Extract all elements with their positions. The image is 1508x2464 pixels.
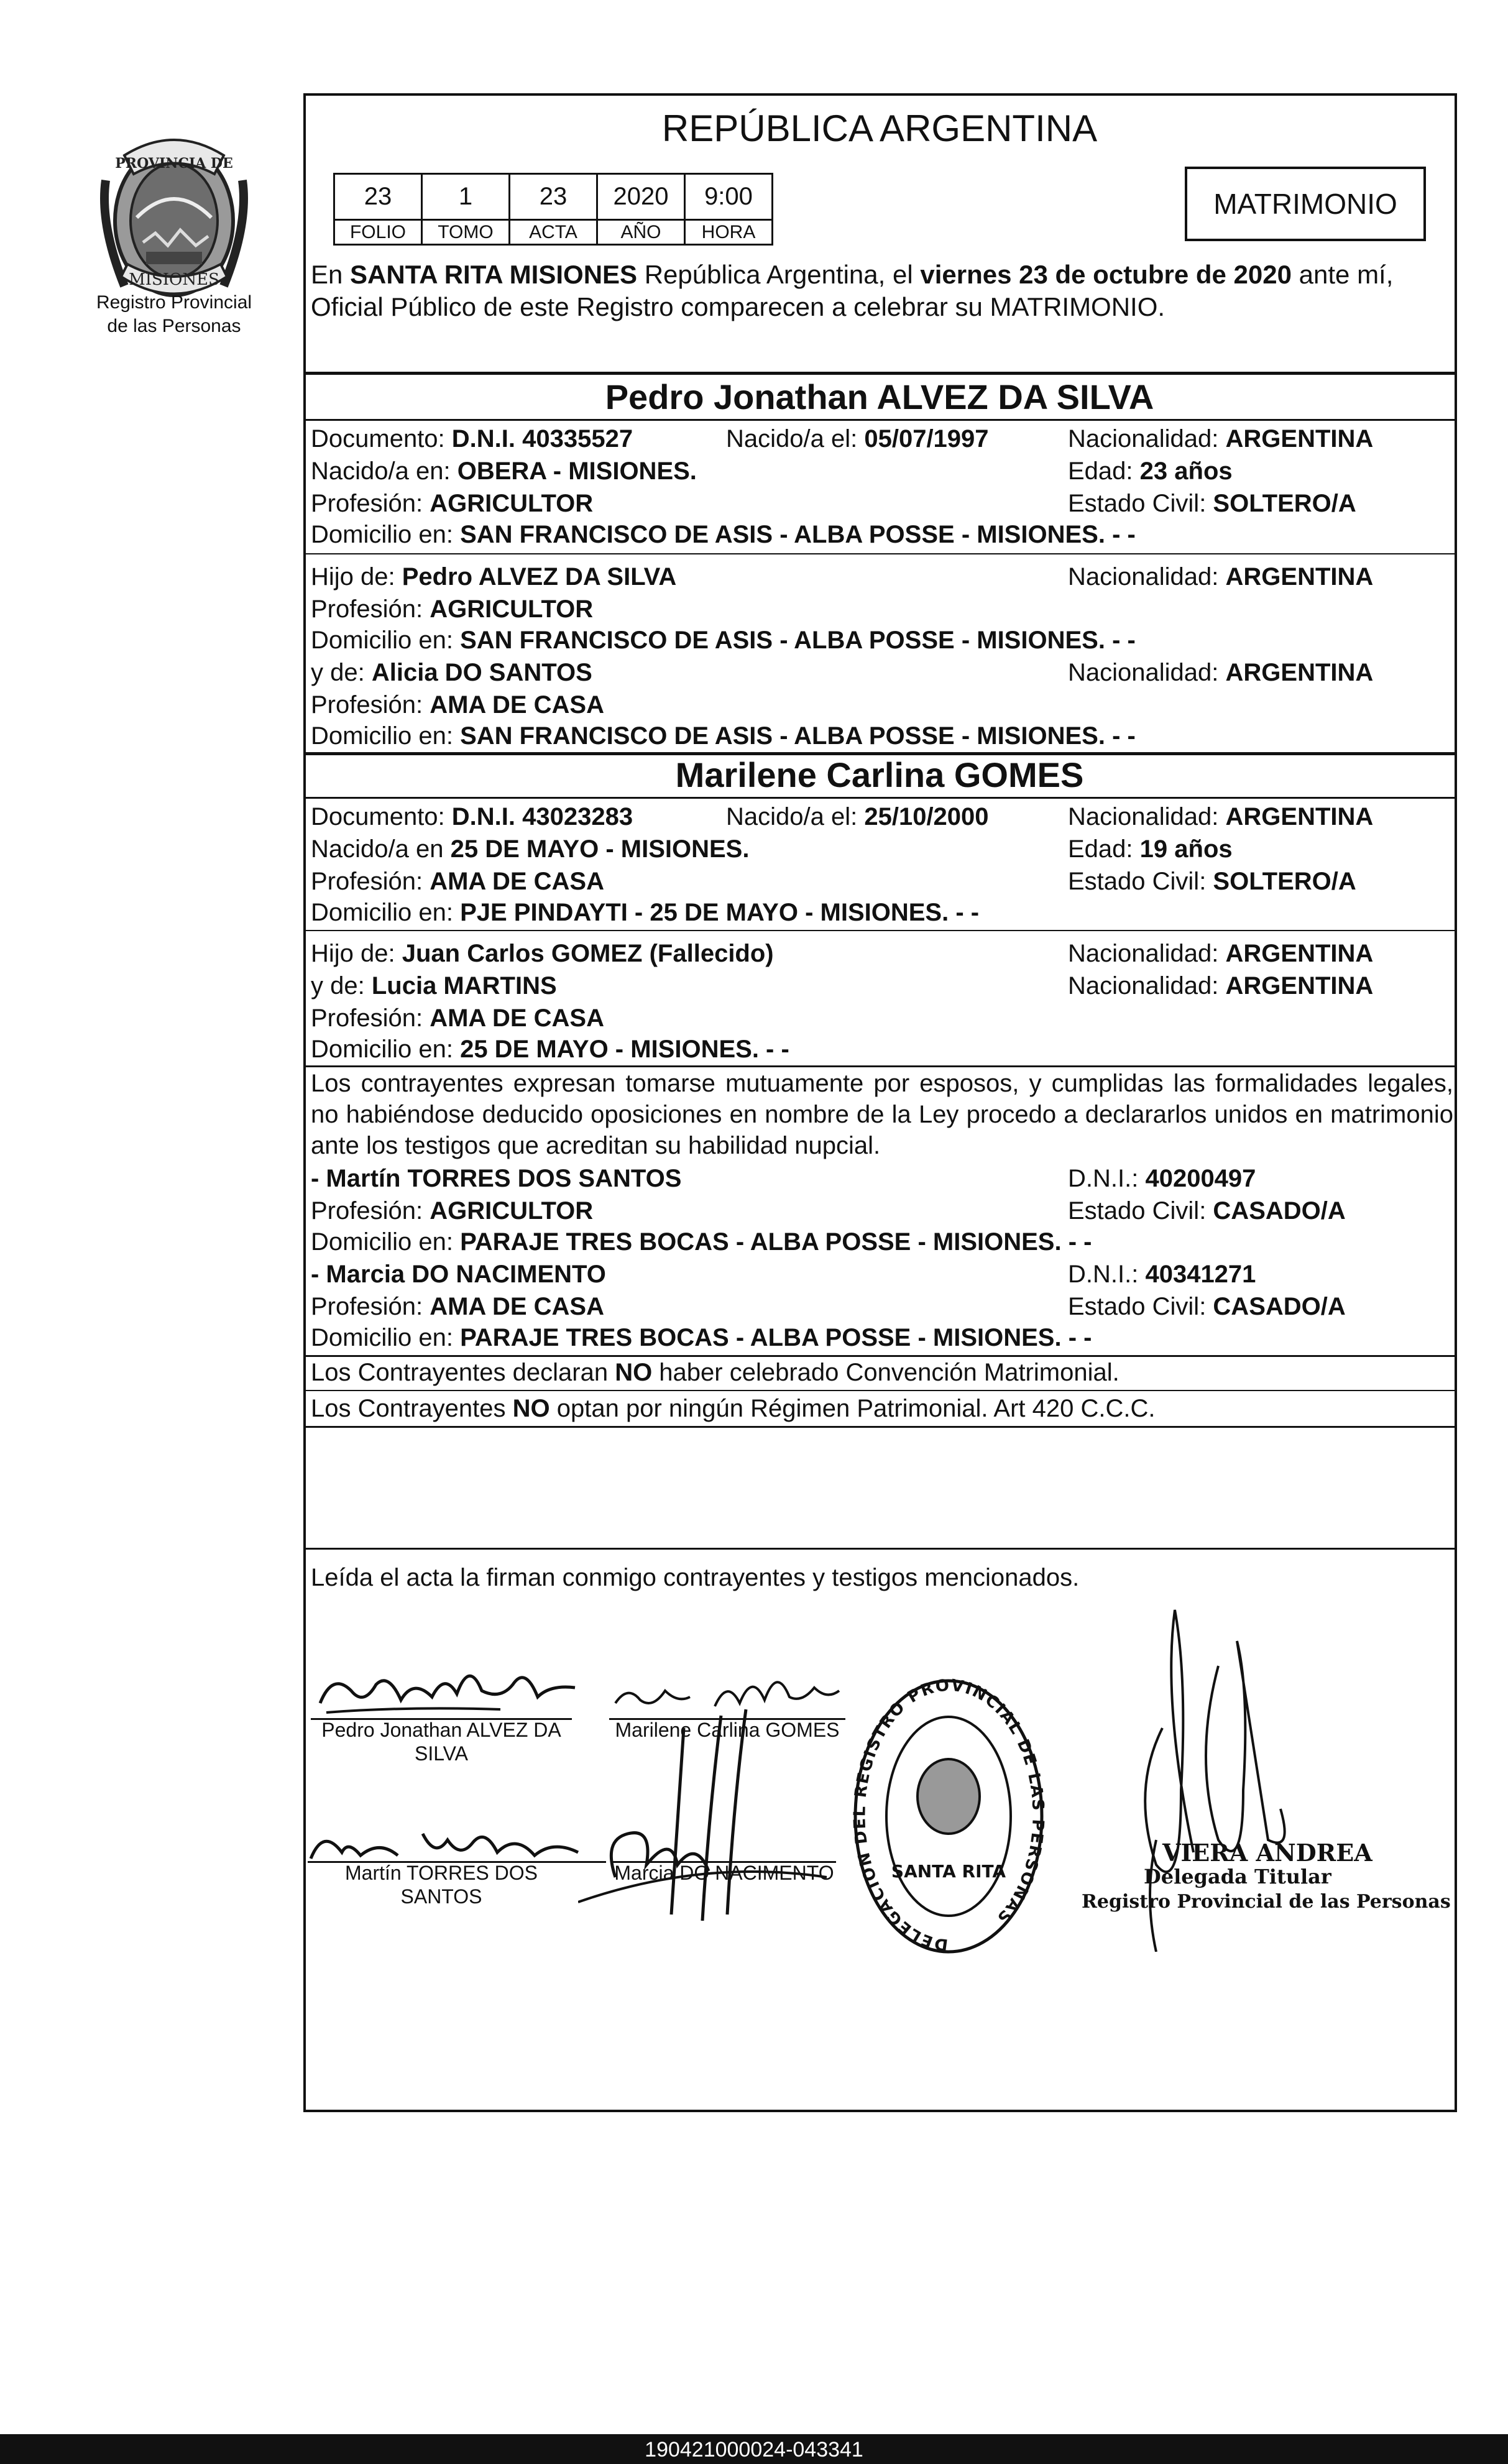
folio-value: 23 <box>334 174 422 220</box>
acta-label: ACTA <box>510 220 597 245</box>
declaration-paragraph: Los contrayentes expresan tomarse mutuamente por esposos, y cumplidas las formalidades legales, no habiéndose deducido oposiciones en nombre de la Ley procedo a declararlos unidos en matrimonio ante los testigos que acreditan su habilidad nupcial. <box>311 1070 1453 1159</box>
acta-value: 23 <box>510 174 597 220</box>
bride-civil-status: Estado Civil: SOLTERO/A <box>1068 868 1356 895</box>
closing-statement: Leída el acta la firman conmigo contrayentes y testigos mencionados. <box>311 1564 1080 1591</box>
witness2-profession: Profesión: AMA DE CASA <box>311 1293 604 1320</box>
bride-age: Edad: 19 años <box>1068 835 1233 863</box>
groom-age: Edad: 23 años <box>1068 457 1233 485</box>
logo-caption-line1: Registro Provincial <box>96 292 252 313</box>
bride-name: Marilene Carlina GOMES <box>675 755 1084 794</box>
footer-code: 190421000024-043341 <box>645 2438 863 2462</box>
place: SANTA RITA MISIONES <box>350 260 638 289</box>
groom-address: Domicilio en: SAN FRANCISCO DE ASIS - ALBA POSSE - MISIONES. - - <box>311 521 1136 548</box>
seal-text-top: PROVINCIA DE <box>115 155 233 172</box>
groom-birthdate: Nacido/a el: 05/07/1997 <box>726 425 989 453</box>
folio-label: FOLIO <box>334 220 422 245</box>
divider <box>305 1426 1455 1428</box>
bride-father-nationality: Nacionalidad: ARGENTINA <box>1068 940 1374 967</box>
witness1-address: Domicilio en: PARAJE TRES BOCAS - ALBA POSSE - MISIONES. - - <box>311 1228 1092 1256</box>
bride-address: Domicilio en: PJE PINDAYTI - 25 DE MAYO - MISIONES. - - <box>311 899 980 926</box>
groom-mother-nationality: Nacionalidad: ARGENTINA <box>1068 659 1374 686</box>
witness1-profession: Profesión: AGRICULTOR <box>311 1197 594 1225</box>
divider <box>305 1548 1455 1550</box>
convention-line2: Los Contrayentes NO optan por ningún Régimen Patrimonial. Art 420 C.C.C. <box>311 1395 1156 1422</box>
bride-document: Documento: D.N.I. 43023283 <box>311 803 633 830</box>
witness2-name: - Marcia DO NACIMENTO <box>311 1261 606 1288</box>
groom-birthplace: Nacido/a en: OBERA - MISIONES. <box>311 457 697 485</box>
registry-table <box>333 173 773 246</box>
ano-value: 2020 <box>597 174 685 220</box>
bride-mother-profession: Profesión: AMA DE CASA <box>311 1004 604 1032</box>
groom-mother-profession: Profesión: AMA DE CASA <box>311 691 604 719</box>
groom-name: Pedro Jonathan ALVEZ DA SILVA <box>605 377 1154 416</box>
witness2-signature <box>578 1691 852 1927</box>
groom-father-profession: Profesión: AGRICULTOR <box>311 595 594 623</box>
witness2-address: Domicilio en: PARAJE TRES BOCAS - ALBA POSSE - MISIONES. - - <box>311 1324 1092 1351</box>
document-title: REPÚBLICA ARGENTINA <box>661 108 1098 149</box>
divider <box>305 1355 1455 1357</box>
witness1-name: - Martín TORRES DOS SANTOS <box>311 1165 682 1192</box>
bride-mother-address: Domicilio en: 25 DE MAYO - MISIONES. - - <box>311 1036 789 1063</box>
misiones-seal-icon <box>87 124 267 311</box>
seal-text-bottom: MISIONES <box>129 270 219 289</box>
intro-line2: Oficial Público de este Registro comparecen a celebrar su MATRIMONIO. <box>311 292 1165 321</box>
official-office: Registro Provincial de las Personas <box>1082 1891 1451 1913</box>
groom-signature <box>314 1647 587 1728</box>
bride-birthplace: Nacido/a en 25 DE MAYO - MISIONES. <box>311 835 750 863</box>
groom-father: Hijo de: Pedro ALVEZ DA SILVA <box>311 563 677 591</box>
act-date: viernes 23 de octubre de 2020 <box>920 260 1292 289</box>
delegation-stamp-icon <box>849 1672 1048 1964</box>
logo-caption-line2: de las Personas <box>107 316 241 336</box>
witness1-dni: D.N.I.: 40200497 <box>1068 1165 1256 1192</box>
witness1-civil-status: Estado Civil: CASADO/A <box>1068 1197 1346 1225</box>
groom-mother: y de: Alicia DO SANTOS <box>311 659 592 686</box>
official-name: VIERA ANDREA <box>1162 1839 1372 1867</box>
registry-logo <box>87 124 267 348</box>
bride-father: Hijo de: Juan Carlos GOMEZ (Fallecido) <box>311 940 774 967</box>
bride-nationality: Nacionalidad: ARGENTINA <box>1068 803 1374 830</box>
intro-line1: En SANTA RITA MISIONES República Argentina, el viernes 23 de octubre de 2020 ante mí, <box>311 260 1394 289</box>
bride-signature-caption: Marilene Carlina GOMES <box>615 1719 840 1741</box>
bride-mother: y de: Lucia MARTINS <box>311 972 557 1000</box>
witness1-signature-caption: Martín TORRES DOS SANTOS <box>345 1862 538 1908</box>
divider <box>305 1065 1455 1067</box>
groom-father-address: Domicilio en: SAN FRANCISCO DE ASIS - ALBA POSSE - MISIONES. - - <box>311 627 1136 654</box>
groom-signature-caption: Pedro Jonathan ALVEZ DA SILVA <box>321 1719 561 1765</box>
stamp-center-text: SANTA RITA <box>891 1861 1006 1882</box>
groom-father-nationality: Nacionalidad: ARGENTINA <box>1068 563 1374 591</box>
bride-profession: Profesión: AMA DE CASA <box>311 868 604 895</box>
groom-document: Documento: D.N.I. 40335527 <box>311 425 633 453</box>
stamp-ring-text: DELEGACION DEL REGISTRO PROVINCIAL DE LAS PERSONAS <box>850 1676 1047 1954</box>
hora-value: 9:00 <box>685 174 773 220</box>
groom-civil-status: Estado Civil: SOLTERO/A <box>1068 490 1356 517</box>
groom-nationality: Nacionalidad: ARGENTINA <box>1068 425 1374 453</box>
witness2-signature-caption: Marcia DO NACIMENTO <box>614 1862 834 1884</box>
groom-profession: Profesión: AGRICULTOR <box>311 490 594 517</box>
groom-mother-address: Domicilio en: SAN FRANCISCO DE ASIS - ALBA POSSE - MISIONES. - - <box>311 722 1136 750</box>
divider <box>305 553 1455 554</box>
official-role: Delegada Titular <box>1144 1865 1331 1888</box>
witness2-dni: D.N.I.: 40341271 <box>1068 1261 1256 1288</box>
divider <box>305 1390 1455 1391</box>
ano-label: AÑO <box>597 220 685 245</box>
witness2-civil-status: Estado Civil: CASADO/A <box>1068 1293 1346 1320</box>
divider <box>305 930 1455 931</box>
convention-line1: Los Contrayentes declaran NO haber celebrado Convención Matrimonial. <box>311 1359 1120 1386</box>
tomo-value: 1 <box>422 174 510 220</box>
tomo-label: TOMO <box>422 220 510 245</box>
bride-birthdate: Nacido/a el: 25/10/2000 <box>726 803 989 830</box>
divider <box>305 372 1455 375</box>
act-type-box: MATRIMONIO <box>1185 167 1426 241</box>
hora-label: HORA <box>685 220 773 245</box>
divider <box>305 419 1455 421</box>
bride-mother-nationality: Nacionalidad: ARGENTINA <box>1068 972 1374 1000</box>
divider <box>305 797 1455 799</box>
